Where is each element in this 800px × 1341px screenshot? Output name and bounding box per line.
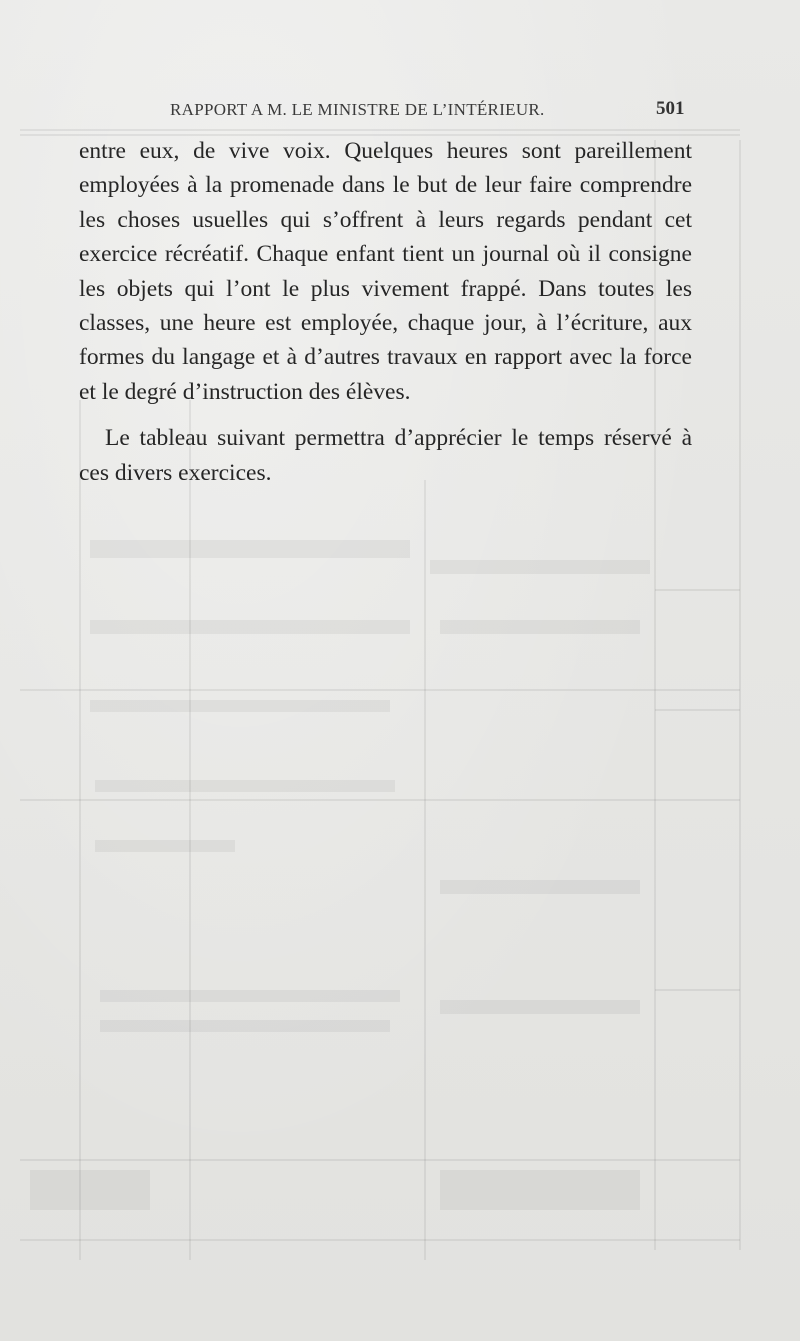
page-number: 501 — [656, 98, 685, 119]
paragraph: entre eux, de vive voix. Quelques heures sont pareillement employées à la promenade dans le but de leur faire comprendre les choses usuelles qui s’offrent à leurs regards pendant cet exercice récréatif. Chaque enfant tient un journal où il consigne les objets qui l’ont le plus vivement frappé. Dans toutes les classes, une heure est employée, chaque jour, à l’écriture, aux formes du langage et à d’autres travaux en rapport avec la force et le degré d’instruction des élèves. — [79, 138, 692, 405]
running-head: RAPPORT A M. LE MINISTRE DE L’INTÉRIEUR. — [170, 100, 545, 119]
body-text — [79, 134, 692, 490]
paragraph: Le tableau suivant permettra d’apprécier le temps réservé à ces divers exercices. — [79, 425, 692, 486]
